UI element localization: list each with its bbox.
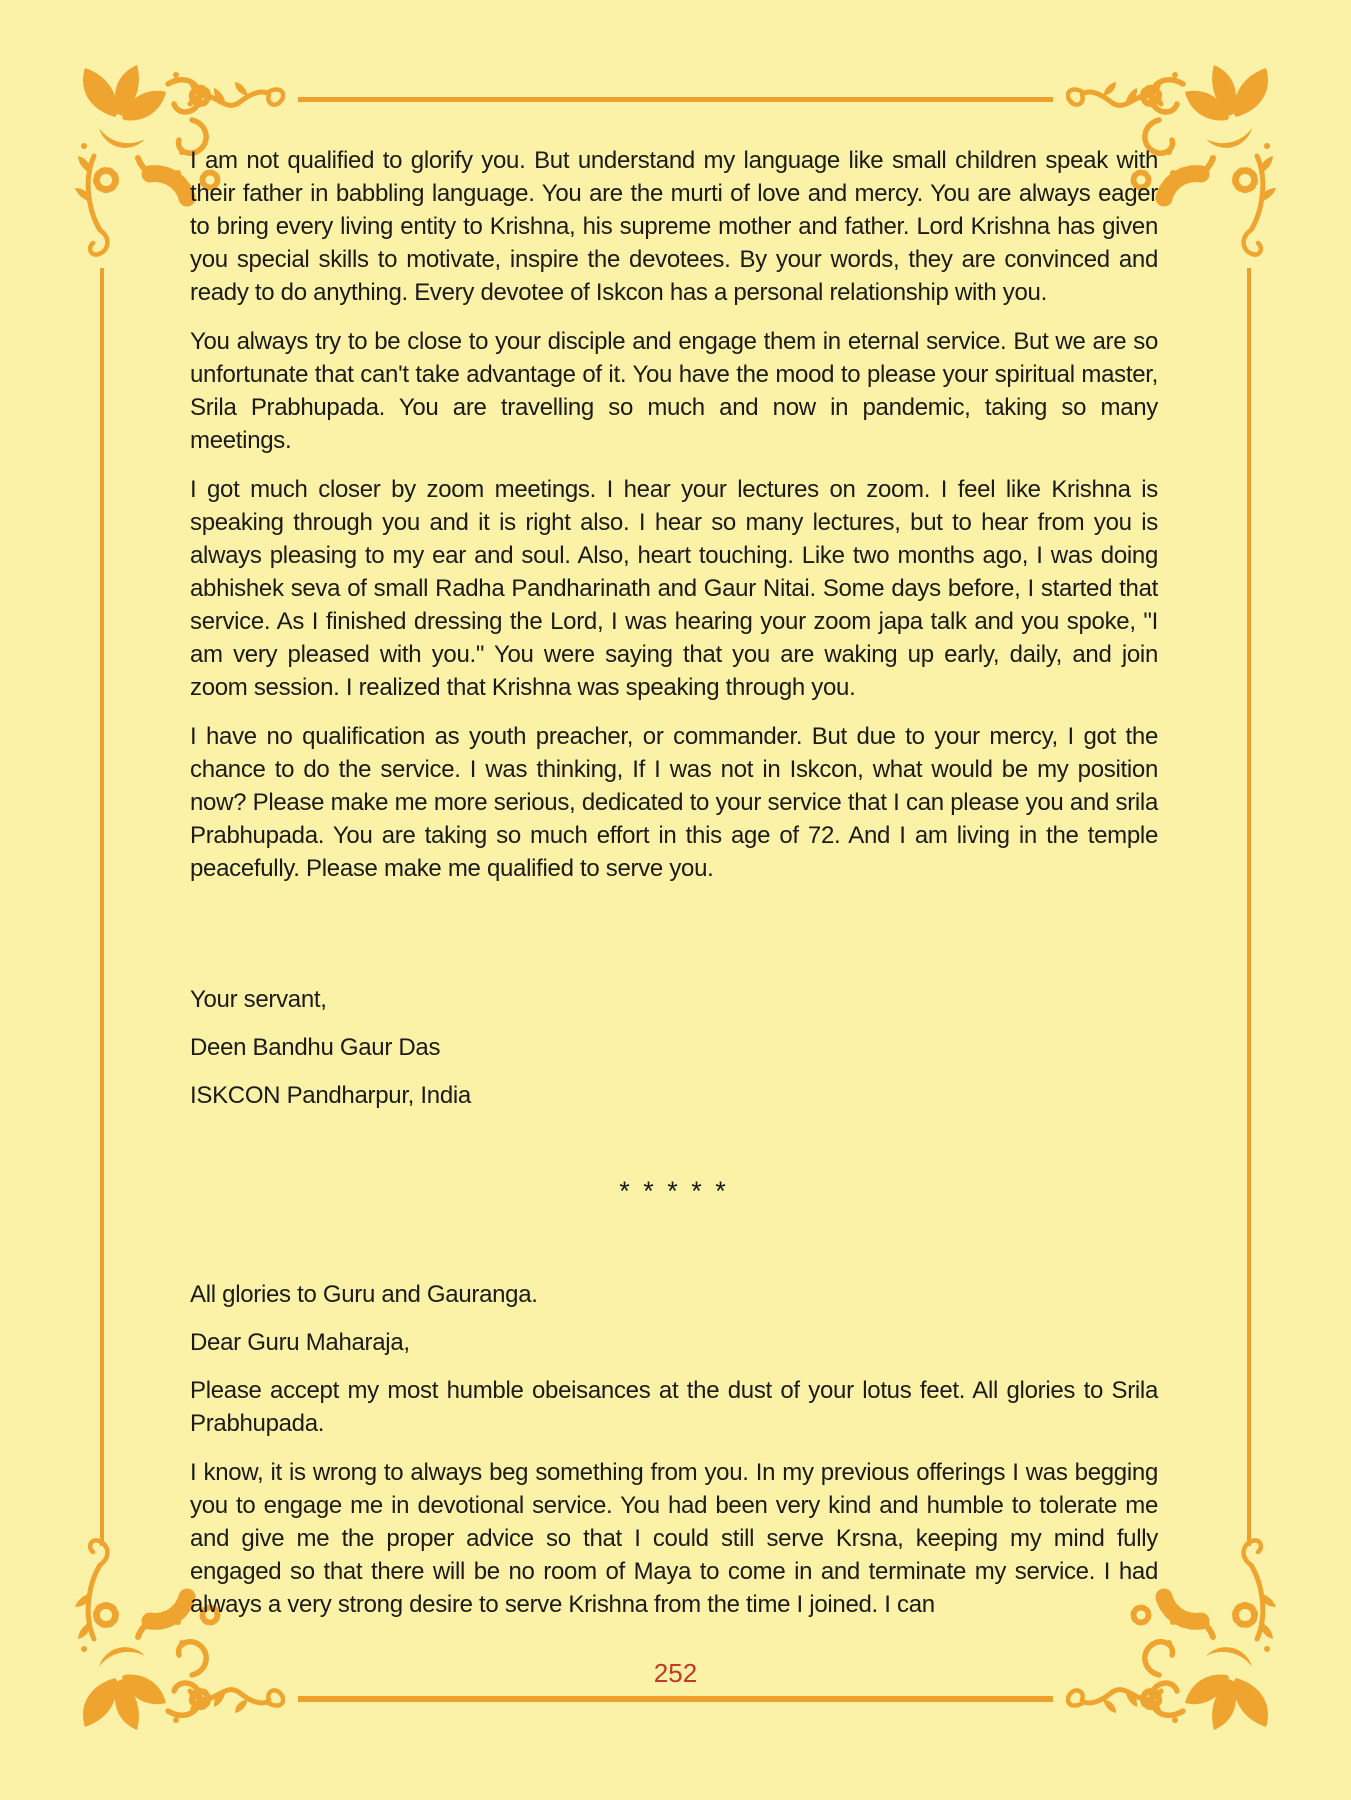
separator-asterisks: * * * * * (619, 1176, 729, 1206)
letter-body (190, 1278, 1158, 1637)
salutation-line: All glories to Guru and Gauranga. (190, 1281, 538, 1308)
signature-line: Deen Bandhu Gaur Das (190, 1034, 441, 1061)
border-line-right (1247, 268, 1251, 1546)
letter-paragraph: You always try to be close to your disciple and engage them in eternal service. But we are so unfortunate that can't take advantage of it. You have the mood to please your spiritual master, Srila Prabhupada. You are travelling so much and now in pandemic, taking so many meetings. (190, 328, 1158, 454)
letter-paragraph: I am not qualified to glorify you. But understand my language like small children speak with their father in babbling language. You are the murti of love and mercy. You are always eager to bring every living entity to Krishna, his supreme mother and father. Lord Krishna has given you special skills to motivate, inspire the devotees. By your words, they are convinced and ready to do anything. Every devotee of Iskcon has a personal relationship with you. (190, 147, 1158, 306)
signature-line: Your servant, (190, 986, 327, 1013)
border-line-left (100, 268, 104, 1546)
border-line-top (298, 97, 1053, 102)
letter-paragraph: I know, it is wrong to always beg something from you. In my previous offerings I was begging you to engage me in devotional service. You had been very kind and humble to tolerate me and give me the proper advice so that I could still serve Krsna, keeping my mind fully engaged so that there will be no room of Maya to come in and terminate my service. I had always a very strong desire to serve Krishna from the time I joined. I can (190, 1459, 1158, 1618)
letter-paragraph: I have no qualification as youth preacher, or commander. But due to your mercy, I got the chance to do the service. I was thinking, If I was not in Iskcon, what would be my position now? Please make me more serious, dedicated to your service that I can please you and srila Prabhupada. You are taking so much effort in this age of 72. And I am living in the temple peacefully. Please make me qualified to serve you. (190, 723, 1158, 882)
letter-paragraph: Please accept my most humble obeisances at the dust of your lotus feet. All glories to Srila Prabhupada. (190, 1377, 1158, 1437)
letter-signature (190, 983, 1158, 1127)
letter-body (190, 144, 1158, 901)
signature-line: ISKCON Pandharpur, India (190, 1082, 471, 1109)
border-line-bottom (298, 1696, 1053, 1702)
salutation-line: Dear Guru Maharaja, (190, 1329, 410, 1356)
page-number: 252 (653, 1658, 698, 1688)
letter-paragraph: I got much closer by zoom meetings. I hear your lectures on zoom. I feel like Krishna is speaking through you and it is right also. I hear so many lectures, but to hear from you is always pleasing to my ear and soul. Also, heart touching. Like two months ago, I was doing abhishek seva of small Radha Pandharinath and Gaur Nitai. Some days before, I started that service. As I finished dressing the Lord, I was hearing your zoom japa talk and you spoke, "I am very pleased with you." You were saying that you are waking up early, daily, and join zoom session. I realized that Krishna was speaking through you. (190, 476, 1158, 701)
